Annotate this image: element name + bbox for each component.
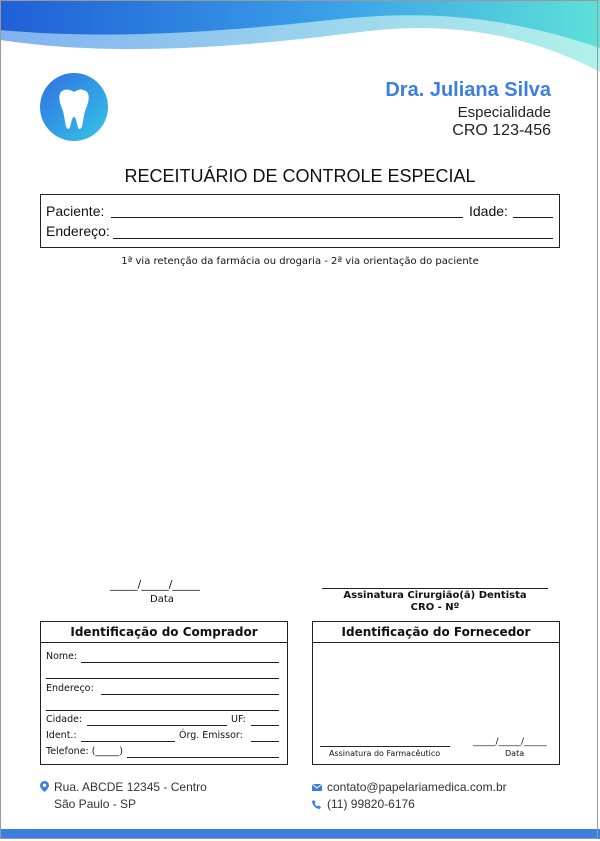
footer-bar — [0, 829, 600, 839]
age-field[interactable] — [513, 217, 553, 218]
patient-box — [40, 194, 560, 248]
buyer-ident-field[interactable] — [81, 741, 175, 742]
buyer-name-label: Nome: — [46, 651, 78, 662]
buyer-address-label: Endereço: — [46, 683, 94, 694]
buyer-name-field[interactable] — [81, 662, 279, 663]
age-label: Idade: — [469, 203, 508, 219]
dentist-signature-label: Assinatura Cirurgião(ã) Dentista — [343, 590, 527, 601]
footer-phone[interactable]: (11) 99820-6176 — [327, 797, 415, 811]
buyer-phone-field[interactable] — [127, 757, 279, 758]
buyer-issuer-label: Órg. Emissor: — [179, 730, 243, 741]
buyer-address-field-2[interactable] — [46, 710, 279, 711]
buyer-city-field[interactable] — [87, 725, 227, 726]
supplier-date-blank[interactable]: _____/_____/_____ — [473, 737, 547, 747]
buyer-heading: Identificação do Comprador — [41, 622, 287, 643]
footer-email[interactable]: contato@papelariamedica.com.br — [327, 780, 507, 794]
buyer-phone-label: Telefone: (_____) — [46, 746, 123, 757]
buyer-name-field-2[interactable] — [46, 678, 279, 679]
pharmacist-signature-line[interactable] — [320, 746, 450, 747]
doctor-name: Dra. Juliana Silva — [385, 79, 551, 101]
buyer-uf-field[interactable] — [251, 725, 279, 726]
address-label: Endereço: — [46, 223, 110, 239]
date-blank[interactable]: _____/_____/_____ — [110, 578, 200, 591]
doctor-cro: CRO 123-456 — [452, 122, 551, 139]
supplier-date-label: Data — [505, 749, 525, 758]
tooth-icon — [40, 73, 108, 141]
supplier-box — [312, 621, 560, 765]
form-title: RECEITUÁRIO DE CONTROLE ESPECIAL — [124, 166, 476, 186]
patient-label: Paciente: — [46, 203, 105, 219]
doctor-specialty: Especialidade — [457, 104, 551, 121]
patient-field[interactable] — [111, 217, 463, 218]
via-note: 1ª via retenção da farmácia ou drogaria - 2ª via orientação do paciente — [121, 256, 479, 267]
location-pin-icon — [40, 781, 49, 792]
footer-address-line2: São Paulo - SP — [54, 797, 137, 811]
pharmacist-signature-label: Assinatura do Farmacêutico — [329, 749, 441, 758]
buyer-city-label: Cidade: — [46, 714, 83, 725]
phone-icon — [312, 800, 321, 809]
header-wave — [0, 0, 600, 80]
supplier-heading: Identificação do Fornecedor — [313, 622, 559, 643]
address-field[interactable] — [113, 238, 553, 239]
dentist-signature-line[interactable] — [322, 588, 548, 589]
buyer-ident-label: Ident.: — [46, 730, 77, 741]
footer-address-line1: Rua. ABCDE 12345 - Centro — [54, 780, 207, 794]
buyer-address-field[interactable] — [101, 694, 279, 695]
buyer-issuer-field[interactable] — [251, 741, 279, 742]
buyer-box — [40, 621, 288, 765]
email-icon — [312, 784, 322, 791]
date-label: Data — [150, 594, 174, 605]
buyer-uf-label: UF: — [231, 714, 246, 725]
cro-label: CRO - Nº — [410, 602, 460, 613]
